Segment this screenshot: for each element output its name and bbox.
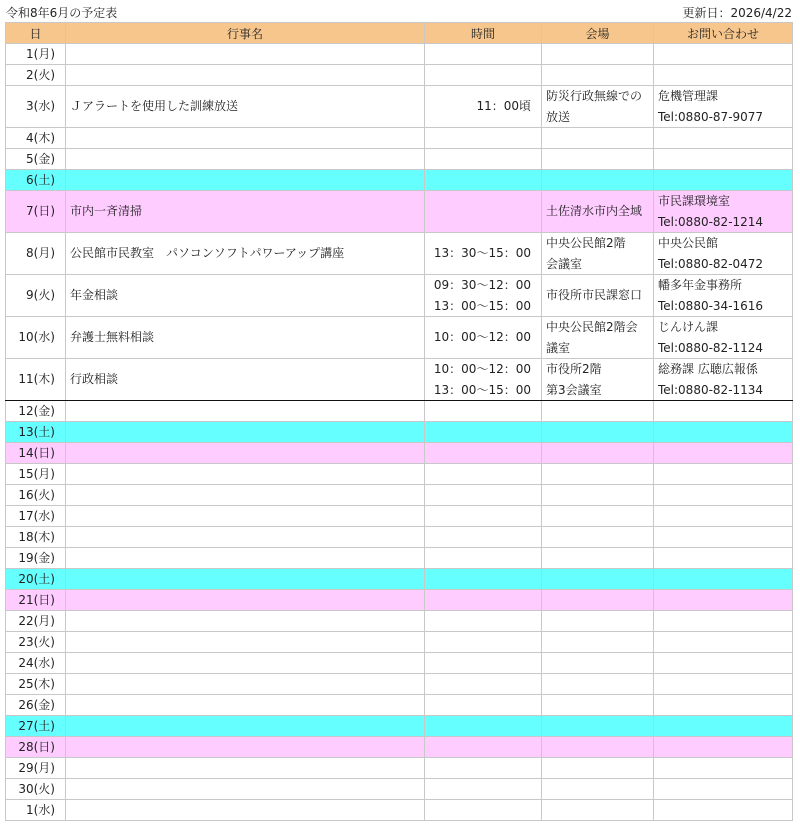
day-cell: 1(月) (6, 44, 66, 65)
venue-cell (542, 485, 654, 506)
time-cell (425, 527, 542, 548)
contact-cell (654, 569, 793, 590)
table-row (6, 86, 793, 128)
table-row (6, 233, 793, 275)
venue-cell (542, 695, 654, 716)
venue-cell (542, 674, 654, 695)
day-cell: 7(日) (6, 191, 66, 233)
day-cell: 8(月) (6, 233, 66, 275)
event-cell (66, 674, 425, 695)
time-cell (425, 317, 542, 359)
day-cell: 29(月) (6, 758, 66, 779)
venue-cell (542, 800, 654, 821)
contact-cell (654, 632, 793, 653)
time-cell (425, 275, 542, 317)
venue-cell (542, 86, 654, 128)
table-row (6, 317, 793, 359)
time-cell (425, 128, 542, 149)
event-cell (66, 65, 425, 86)
column-header-venue: 会場 (542, 23, 654, 44)
day-cell: 28(日) (6, 737, 66, 758)
time-cell-line: 09：30～12：00 (433, 278, 531, 292)
event-cell (66, 128, 425, 149)
contact-cell (654, 275, 793, 317)
table-row (6, 506, 793, 527)
table-row (6, 548, 793, 569)
day-cell: 13(土) (6, 422, 66, 443)
time-cell (425, 632, 542, 653)
table-row (6, 737, 793, 758)
time-cell (425, 149, 542, 170)
day-cell: 30(火) (6, 779, 66, 800)
day-cell: 5(金) (6, 149, 66, 170)
contact-cell (654, 401, 793, 422)
time-cell (425, 485, 542, 506)
venue-cell (542, 443, 654, 464)
contact-cell (654, 65, 793, 86)
day-cell: 27(土) (6, 716, 66, 737)
event-cell: 行政相談 (66, 359, 425, 401)
venue-cell (542, 170, 654, 191)
table-row (6, 611, 793, 632)
day-cell: 11(木) (6, 359, 66, 401)
table-row (6, 653, 793, 674)
table-row (6, 275, 793, 317)
venue-cell (542, 464, 654, 485)
day-cell: 4(木) (6, 128, 66, 149)
contact-cell (654, 611, 793, 632)
time-cell (425, 590, 542, 611)
contact-cell-line: 危機管理課 (658, 89, 719, 103)
venue-cell-line: 第3会議室 (546, 382, 602, 397)
event-cell (66, 170, 425, 191)
time-cell (425, 737, 542, 758)
table-row (6, 359, 793, 401)
day-cell: 3(水) (6, 86, 66, 128)
venue-cell-line: 土佐清水市内全域 (546, 204, 643, 219)
venue-cell-line: 放送 (546, 109, 571, 124)
day-cell: 14(日) (6, 443, 66, 464)
contact-cell-line: Tel:0880-34-1616 (658, 298, 764, 313)
time-cell (425, 779, 542, 800)
day-cell: 22(月) (6, 611, 66, 632)
time-cell-line: 10：00～12：00 (433, 362, 531, 376)
time-cell (425, 506, 542, 527)
contact-cell (654, 695, 793, 716)
venue-cell (542, 548, 654, 569)
page-header (0, 0, 800, 22)
contact-cell (654, 128, 793, 149)
contact-cell (654, 779, 793, 800)
venue-cell (542, 779, 654, 800)
event-cell: 弁護士無料相談 (66, 317, 425, 359)
event-cell (66, 548, 425, 569)
contact-cell (654, 464, 793, 485)
contact-cell (654, 590, 793, 611)
day-cell: 10(水) (6, 317, 66, 359)
contact-cell (654, 191, 793, 233)
contact-cell (654, 758, 793, 779)
venue-cell-line: 中央公民館2階会 (546, 320, 638, 334)
venue-cell-line: 中央公民館2階 (546, 236, 626, 250)
time-cell (425, 674, 542, 695)
contact-cell-line: 幡多年金事務所 (658, 278, 743, 292)
time-cell (425, 569, 542, 590)
event-cell (66, 695, 425, 716)
event-cell (66, 44, 425, 65)
venue-cell (542, 590, 654, 611)
venue-cell (542, 569, 654, 590)
table-header-row (6, 23, 793, 44)
time-cell (425, 443, 542, 464)
time-cell-line: 13：00～15：00 (433, 298, 531, 313)
contact-cell (654, 359, 793, 401)
venue-cell-line: 議室 (546, 340, 571, 355)
day-cell: 21(日) (6, 590, 66, 611)
contact-cell (654, 86, 793, 128)
event-cell (66, 800, 425, 821)
event-cell (66, 758, 425, 779)
time-cell (425, 716, 542, 737)
day-cell: 1(水) (6, 800, 66, 821)
time-cell (425, 695, 542, 716)
day-cell: 25(木) (6, 674, 66, 695)
table-row (6, 128, 793, 149)
event-cell (66, 527, 425, 548)
day-cell: 9(火) (6, 275, 66, 317)
contact-cell (654, 506, 793, 527)
time-cell (425, 170, 542, 191)
time-cell (425, 233, 542, 275)
contact-cell-line: Tel:0880-82-1214 (658, 214, 764, 229)
venue-cell (542, 611, 654, 632)
time-cell-line: 13：00～15：00 (433, 382, 531, 397)
event-cell (66, 485, 425, 506)
event-cell (66, 779, 425, 800)
venue-cell-line: 防災行政無線での (546, 89, 643, 103)
day-cell: 2(火) (6, 65, 66, 86)
venue-cell (542, 758, 654, 779)
day-cell: 18(木) (6, 527, 66, 548)
event-cell (66, 422, 425, 443)
table-row (6, 401, 793, 422)
venue-cell-line: 市役所市民課窓口 (546, 288, 643, 303)
time-cell (425, 653, 542, 674)
contact-cell (654, 170, 793, 191)
table-row (6, 191, 793, 233)
contact-cell (654, 422, 793, 443)
event-cell (66, 569, 425, 590)
day-cell: 12(金) (6, 401, 66, 422)
venue-cell (542, 506, 654, 527)
table-row (6, 422, 793, 443)
contact-cell (654, 233, 793, 275)
table-row (6, 485, 793, 506)
time-cell (425, 359, 542, 401)
contact-cell-line: 総務課 広聴広報係 (658, 362, 758, 376)
event-cell: 公民館市民教室 パソコンソフトパワーアップ講座 (66, 233, 425, 275)
updated-date: 更新日：2026/4/22 (682, 6, 792, 20)
table-row (6, 527, 793, 548)
contact-cell-line: Tel:0880-82-1124 (658, 340, 764, 355)
time-cell-line: 13：30～15：00 (433, 246, 531, 261)
time-cell (425, 464, 542, 485)
time-cell (425, 548, 542, 569)
contact-cell (654, 653, 793, 674)
time-cell (425, 422, 542, 443)
time-cell (425, 800, 542, 821)
time-cell (425, 65, 542, 86)
venue-cell (542, 65, 654, 86)
venue-cell (542, 737, 654, 758)
table-row (6, 464, 793, 485)
table-row (6, 695, 793, 716)
table-row (6, 569, 793, 590)
column-header-day: 日 (6, 23, 66, 44)
day-cell: 24(水) (6, 653, 66, 674)
contact-cell-line: Tel:0880-82-0472 (658, 256, 764, 271)
contact-cell (654, 716, 793, 737)
contact-cell-line: Tel:0880-87-9077 (658, 109, 764, 124)
column-header-event: 行事名 (66, 23, 425, 44)
day-cell: 20(土) (6, 569, 66, 590)
venue-cell (542, 422, 654, 443)
table-row (6, 65, 793, 86)
contact-cell (654, 485, 793, 506)
event-cell (66, 737, 425, 758)
venue-cell (542, 401, 654, 422)
contact-cell (654, 149, 793, 170)
contact-cell-line: じんけん課 (658, 320, 719, 334)
column-header-time: 時間 (425, 23, 542, 44)
schedule-table (5, 22, 793, 821)
venue-cell (542, 632, 654, 653)
day-cell: 17(水) (6, 506, 66, 527)
table-row (6, 170, 793, 191)
event-cell (66, 401, 425, 422)
contact-cell (654, 317, 793, 359)
time-cell (425, 758, 542, 779)
day-cell: 15(月) (6, 464, 66, 485)
venue-cell (542, 233, 654, 275)
venue-cell (542, 128, 654, 149)
venue-cell (542, 44, 654, 65)
table-row (6, 800, 793, 821)
time-cell (425, 44, 542, 65)
table-row (6, 674, 793, 695)
time-cell-line: 11：00頃 (476, 99, 531, 114)
day-cell: 23(火) (6, 632, 66, 653)
table-row (6, 443, 793, 464)
contact-cell (654, 527, 793, 548)
event-cell (66, 149, 425, 170)
contact-cell (654, 800, 793, 821)
contact-cell-line: 中央公民館 (658, 236, 719, 250)
day-cell: 6(土) (6, 170, 66, 191)
event-cell (66, 590, 425, 611)
table-row (6, 779, 793, 800)
table-row (6, 149, 793, 170)
page-title: 令和8年6月の予定表 (6, 6, 118, 20)
table-row (6, 44, 793, 65)
table-row (6, 590, 793, 611)
contact-cell (654, 548, 793, 569)
contact-cell (654, 674, 793, 695)
time-cell (425, 401, 542, 422)
event-cell (66, 464, 425, 485)
day-cell: 19(金) (6, 548, 66, 569)
column-header-contact: お問い合わせ (654, 23, 793, 44)
day-cell: 26(金) (6, 695, 66, 716)
table-row (6, 716, 793, 737)
venue-cell (542, 716, 654, 737)
event-cell (66, 443, 425, 464)
contact-cell-line: Tel:0880-82-1134 (658, 382, 764, 397)
venue-cell (542, 317, 654, 359)
event-cell: Ｊアラートを使用した訓練放送 (66, 86, 425, 128)
day-cell: 16(火) (6, 485, 66, 506)
venue-cell (542, 527, 654, 548)
time-cell (425, 191, 542, 233)
contact-cell-line: 市民課環境室 (658, 194, 731, 208)
event-cell (66, 653, 425, 674)
contact-cell (654, 443, 793, 464)
table-body (6, 44, 793, 821)
event-cell: 市内一斉清掃 (66, 191, 425, 233)
venue-cell (542, 275, 654, 317)
event-cell: 年金相談 (66, 275, 425, 317)
event-cell (66, 632, 425, 653)
contact-cell (654, 44, 793, 65)
time-cell (425, 611, 542, 632)
event-cell (66, 506, 425, 527)
venue-cell-line: 市役所2階 (546, 362, 602, 376)
venue-cell (542, 653, 654, 674)
contact-cell (654, 737, 793, 758)
venue-cell (542, 359, 654, 401)
venue-cell (542, 149, 654, 170)
time-cell-line: 10：00～12：00 (433, 330, 531, 345)
event-cell (66, 611, 425, 632)
table-row (6, 632, 793, 653)
event-cell (66, 716, 425, 737)
time-cell (425, 86, 542, 128)
venue-cell (542, 191, 654, 233)
venue-cell-line: 会議室 (546, 256, 583, 271)
table-row (6, 758, 793, 779)
